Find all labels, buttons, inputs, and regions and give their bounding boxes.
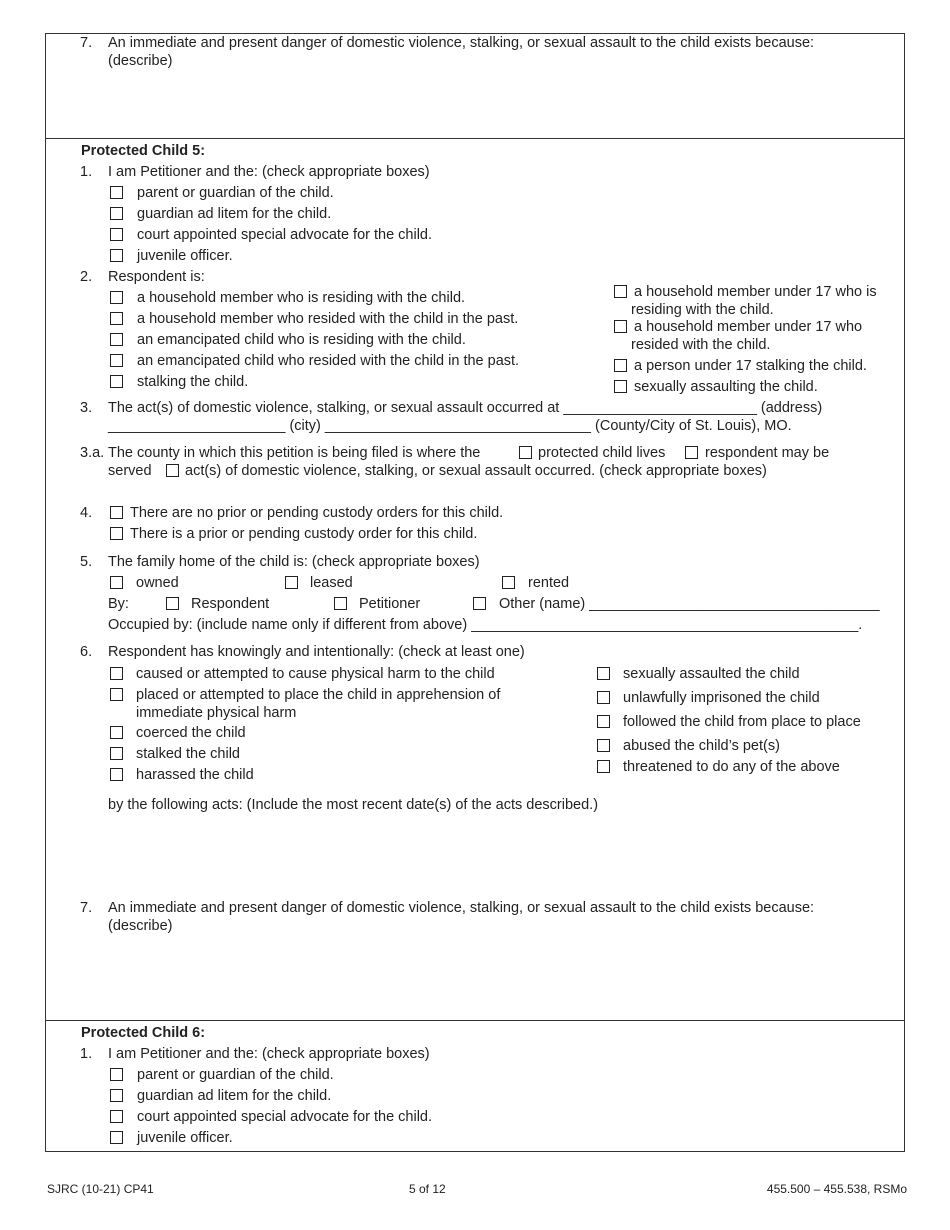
option-label: threatened to do any of the above	[623, 759, 840, 775]
item3-address-line: The act(s) of domestic violence, stalking, or sexual assault occurred at ________________________ (address)	[108, 400, 823, 416]
option-label: coerced the child	[136, 725, 246, 741]
option-label: court appointed special advocate for the child.	[137, 227, 433, 243]
checkbox-household-residing[interactable]	[110, 291, 123, 304]
option-label: resided with the child.	[631, 337, 771, 353]
occupied-by-field[interactable]: Occupied by: (include name only if different from above) ________________________________________________.	[108, 617, 863, 633]
option-label: a household member who is residing with the child.	[137, 290, 466, 306]
checkbox-stalked[interactable]	[110, 747, 123, 760]
option-label: respondent may be	[705, 445, 830, 461]
checkbox-physical-harm[interactable]	[110, 667, 123, 680]
checkbox-followed[interactable]	[597, 715, 610, 728]
option-label: protected child lives	[538, 445, 666, 461]
item7-text: An immediate and present danger of domestic violence, stalking, or sexual assault to the child exists because:	[108, 900, 815, 916]
checkbox-guardian-ad-litem[interactable]	[110, 207, 123, 220]
item6-label: Respondent has knowingly and intentionally: (check at least one)	[108, 644, 525, 660]
item-number: 6.	[80, 644, 93, 660]
option-label: There are no prior or pending custody orders for this child.	[130, 505, 504, 521]
option-label: followed the child from place to place	[623, 714, 861, 730]
option-label: court appointed special advocate for the child.	[137, 1109, 433, 1125]
option-label: residing with the child.	[631, 302, 774, 318]
checkbox-juvenile-officer[interactable]	[110, 249, 123, 262]
option-label: caused or attempted to cause physical harm to the child	[136, 666, 495, 682]
item7-describe: (describe)	[108, 918, 173, 934]
item3-city-county-line: ______________________ (city) _________________________________ (County/City of St. Louis), MO.	[108, 418, 792, 434]
option-label: parent or guardian of the child.	[137, 1067, 334, 1083]
checkbox-under17-residing[interactable]	[614, 285, 627, 298]
checkbox-coerced[interactable]	[110, 726, 123, 739]
item-number: 3.	[80, 400, 93, 416]
checkbox-by-other[interactable]	[473, 597, 486, 610]
option-label: placed or attempted to place the child in apprehension of	[136, 687, 501, 703]
checkbox-respondent-served[interactable]	[685, 446, 698, 459]
checkbox-household-resided[interactable]	[110, 312, 123, 325]
option-label: Petitioner	[359, 596, 421, 612]
option-label: abused the child’s pet(s)	[623, 738, 780, 754]
option-label: owned	[136, 575, 179, 591]
option-label: sexually assaulted the child	[623, 666, 800, 682]
checkbox-owned[interactable]	[110, 576, 123, 589]
item-number: 3.a.	[80, 445, 105, 461]
item2-label: Respondent is:	[108, 269, 205, 285]
checkbox-by-respondent[interactable]	[166, 597, 179, 610]
checkbox-under17-resided[interactable]	[614, 320, 627, 333]
item-number: 1.	[80, 1046, 93, 1062]
item3a-text: served	[108, 463, 152, 479]
other-name-field[interactable]: Other (name) ____________________________________	[499, 596, 880, 612]
checkbox-threatened[interactable]	[597, 760, 610, 773]
item-number: 5.	[80, 554, 93, 570]
option-label: a household member under 17 who	[634, 319, 863, 335]
checkbox-under17-stalking[interactable]	[614, 359, 627, 372]
option-label: immediate physical harm	[136, 705, 297, 721]
checkbox-abused-pets[interactable]	[597, 739, 610, 752]
option-label: rented	[528, 575, 570, 591]
option-label: a person under 17 stalking the child.	[634, 358, 867, 374]
checkbox-no-custody-orders[interactable]	[110, 506, 123, 519]
item-number: 7.	[80, 900, 93, 916]
option-label: parent or guardian of the child.	[137, 185, 334, 201]
section-heading-child-5: Protected Child 5:	[81, 143, 206, 159]
option-label: unlawfully imprisoned the child	[623, 690, 820, 706]
form-id: SJRC (10-21) CP41	[47, 1182, 154, 1196]
option-label: a household member under 17 who is	[634, 284, 877, 300]
checkbox-casa[interactable]	[110, 228, 123, 241]
item-number: 4.	[80, 505, 93, 521]
item1-label: I am Petitioner and the: (check appropriate boxes)	[108, 1046, 430, 1062]
item1-label: I am Petitioner and the: (check appropriate boxes)	[108, 164, 430, 180]
option-label: stalked the child	[136, 746, 240, 762]
item7-text: An immediate and present danger of domestic violence, stalking, or sexual assault to the child exists because:	[108, 35, 815, 51]
item5-label: The family home of the child is: (check appropriate boxes)	[108, 554, 480, 570]
checkbox-sexually-assaulted[interactable]	[597, 667, 610, 680]
page-number: 5 of 12	[409, 1182, 446, 1196]
checkbox-juvenile-officer[interactable]	[110, 1131, 123, 1144]
item3a-text: The county in which this petition is being filed is where the	[108, 445, 481, 461]
item-number: 7.	[80, 35, 93, 51]
option-label: a household member who resided with the child in the past.	[137, 311, 519, 327]
checkbox-apprehension[interactable]	[110, 688, 123, 701]
checkbox-stalking[interactable]	[110, 375, 123, 388]
item7-describe: (describe)	[108, 53, 173, 69]
checkbox-by-petitioner[interactable]	[334, 597, 347, 610]
checkbox-sexually-assaulting[interactable]	[614, 380, 627, 393]
checkbox-guardian-ad-litem[interactable]	[110, 1089, 123, 1102]
option-label: sexually assaulting the child.	[634, 379, 818, 395]
option-label: juvenile officer.	[137, 248, 233, 264]
checkbox-custody-order[interactable]	[110, 527, 123, 540]
acts-instruction: by the following acts: (Include the most recent date(s) of the acts described.)	[108, 797, 599, 813]
checkbox-emancipated-residing[interactable]	[110, 333, 123, 346]
option-label: act(s) of domestic violence, stalking, or sexual assault occurred. (check appropriate boxes)	[185, 463, 767, 479]
option-label: There is a prior or pending custody order for this child.	[130, 526, 478, 542]
option-label: juvenile officer.	[137, 1130, 233, 1146]
option-label: guardian ad litem for the child.	[137, 1088, 332, 1104]
option-label: an emancipated child who resided with the child in the past.	[137, 353, 520, 369]
statute-reference: 455.500 – 455.538, RSMo	[766, 1182, 907, 1196]
section-divider	[45, 1020, 905, 1021]
option-label: stalking the child.	[137, 374, 249, 390]
option-label: an emancipated child who is residing with the child.	[137, 332, 466, 348]
item-number: 2.	[80, 269, 93, 285]
section-divider	[45, 138, 905, 139]
option-label: harassed the child	[136, 767, 254, 783]
checkbox-emancipated-resided[interactable]	[110, 354, 123, 367]
section-heading-child-6: Protected Child 6:	[81, 1025, 206, 1041]
checkbox-acts-occurred[interactable]	[166, 464, 179, 477]
checkbox-protected-child-lives[interactable]	[519, 446, 532, 459]
by-label: By:	[108, 596, 129, 612]
item-number: 1.	[80, 164, 93, 180]
checkbox-parent-guardian[interactable]	[110, 186, 123, 199]
option-label: Respondent	[191, 596, 270, 612]
checkbox-casa[interactable]	[110, 1110, 123, 1123]
checkbox-parent-guardian[interactable]	[110, 1068, 123, 1081]
checkbox-harassed[interactable]	[110, 768, 123, 781]
option-label: guardian ad litem for the child.	[137, 206, 332, 222]
checkbox-unlawfully-imprisoned[interactable]	[597, 691, 610, 704]
option-label: leased	[310, 575, 353, 591]
checkbox-rented[interactable]	[502, 576, 515, 589]
checkbox-leased[interactable]	[285, 576, 298, 589]
